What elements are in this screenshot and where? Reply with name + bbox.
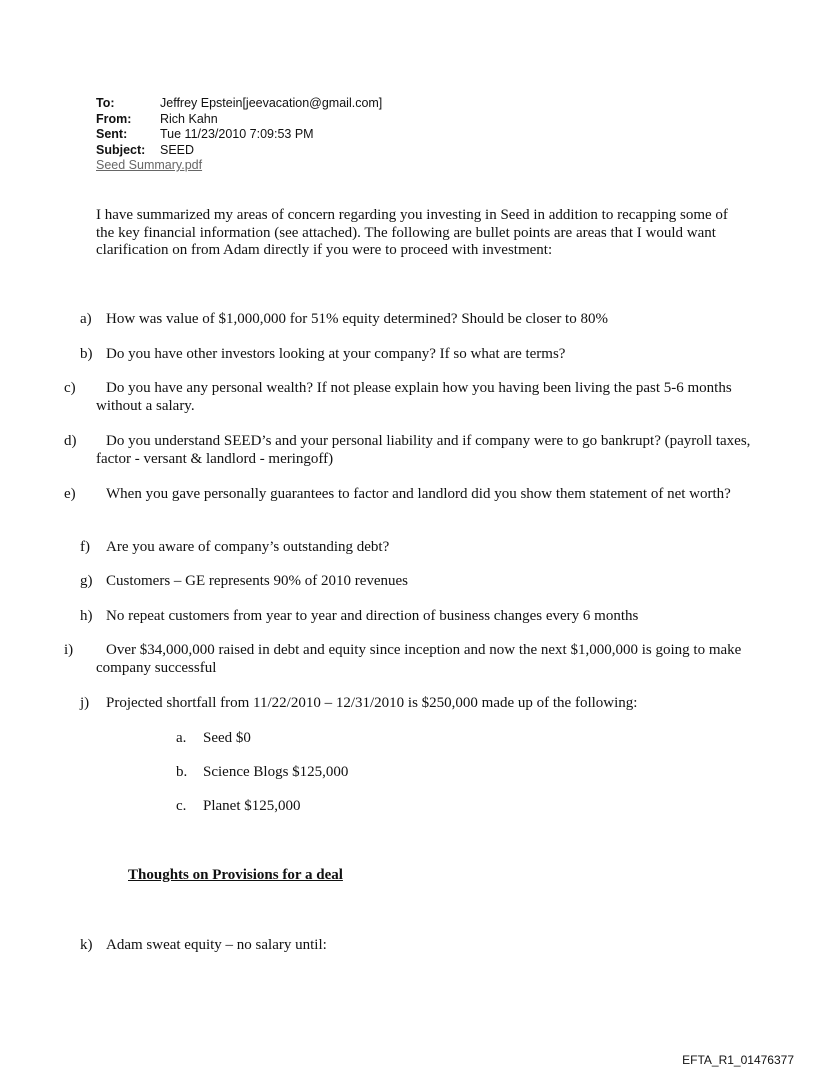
sent-row bbox=[96, 127, 382, 143]
sub-item-b bbox=[176, 764, 348, 782]
list-item-j bbox=[80, 695, 740, 713]
email-header bbox=[96, 96, 382, 174]
list-text: When you gave personally guarantees to factor and landlord did you show them statement of net worth? bbox=[106, 486, 731, 502]
list-text: Do you understand SEED’s and your personal liability and if company were to go bankrupt? (payroll taxes, factor - versant & landlord - meringoff) bbox=[96, 433, 751, 467]
from-value: Rich Kahn bbox=[160, 111, 218, 126]
subject-row bbox=[96, 143, 382, 159]
list-item-b bbox=[80, 346, 740, 364]
sub-marker: c. bbox=[176, 798, 187, 814]
list-item-g bbox=[80, 573, 740, 591]
list-marker: g) bbox=[80, 573, 93, 589]
list-text: Customers – GE represents 90% of 2010 revenues bbox=[106, 573, 409, 589]
to-value: Jeffrey Epstein[jeevacation@gmail.com] bbox=[160, 96, 383, 110]
from-row bbox=[96, 112, 382, 128]
list-marker: k) bbox=[80, 937, 93, 953]
list-item-k bbox=[80, 937, 740, 955]
from-label: From: bbox=[96, 111, 132, 126]
sub-item-c bbox=[176, 798, 301, 816]
list-item-e bbox=[64, 486, 756, 504]
sent-label: Sent: bbox=[96, 127, 128, 141]
list-text: Projected shortfall from 11/22/2010 – 12/31/2010 is $250,000 made up of the following: bbox=[106, 695, 638, 711]
subject-value: SEED bbox=[160, 142, 195, 157]
sub-text: Planet $125,000 bbox=[203, 798, 301, 814]
document-id: EFTA_R1_01476377 bbox=[682, 1053, 794, 1067]
list-text: Are you aware of company’s outstanding debt? bbox=[106, 539, 390, 555]
list-text: No repeat customers from year to year and direction of business changes every 6 months bbox=[106, 608, 639, 624]
list-item-d bbox=[64, 433, 756, 468]
list-text: How was value of $1,000,000 for 51% equity determined? Should be closer to 80% bbox=[106, 311, 608, 327]
sub-marker: b. bbox=[176, 764, 188, 780]
to-row bbox=[96, 96, 382, 112]
list-item-f bbox=[80, 539, 740, 557]
intro-paragraph: I have summarized my areas of concern regarding you investing in Seed in addition to recapping some of the key financial information (see attached). The following are bullet points are areas that I would want clarification on from Adam directly if you were to proceed with investment: bbox=[96, 207, 728, 258]
list-item-i bbox=[64, 642, 756, 677]
sent-value: Tue 11/23/2010 7:09:53 PM bbox=[160, 127, 314, 141]
sub-item-a bbox=[176, 730, 251, 748]
list-item-h bbox=[80, 608, 740, 626]
list-text: Do you have any personal wealth? If not please explain how you having been living the past 5-6 months without a salary. bbox=[96, 380, 732, 414]
sub-marker: a. bbox=[176, 730, 187, 746]
list-marker: a) bbox=[80, 311, 92, 327]
list-marker: e) bbox=[64, 486, 76, 502]
to-label: To: bbox=[96, 96, 115, 110]
list-marker: c) bbox=[64, 380, 76, 396]
list-marker: h) bbox=[80, 608, 93, 624]
attachment-link[interactable]: Seed Summary.pdf bbox=[96, 158, 203, 172]
list-marker: f) bbox=[80, 539, 90, 555]
subject-label: Subject: bbox=[96, 142, 146, 157]
section-heading: Thoughts on Provisions for a deal bbox=[128, 867, 343, 883]
list-marker: b) bbox=[80, 346, 93, 362]
list-marker: j) bbox=[80, 695, 90, 711]
list-text: Do you have other investors looking at your company? If so what are terms? bbox=[106, 346, 566, 362]
list-text: Over $34,000,000 raised in debt and equity since inception and now the next $1,000,000 is going to make company successful bbox=[96, 642, 742, 676]
list-item-a bbox=[80, 311, 740, 329]
list-item-c bbox=[64, 380, 756, 415]
list-marker: i) bbox=[64, 642, 74, 658]
list-text: Adam sweat equity – no salary until: bbox=[106, 937, 327, 953]
list-marker: d) bbox=[64, 433, 77, 449]
sub-text: Science Blogs $125,000 bbox=[203, 764, 349, 780]
sub-text: Seed $0 bbox=[203, 730, 251, 746]
